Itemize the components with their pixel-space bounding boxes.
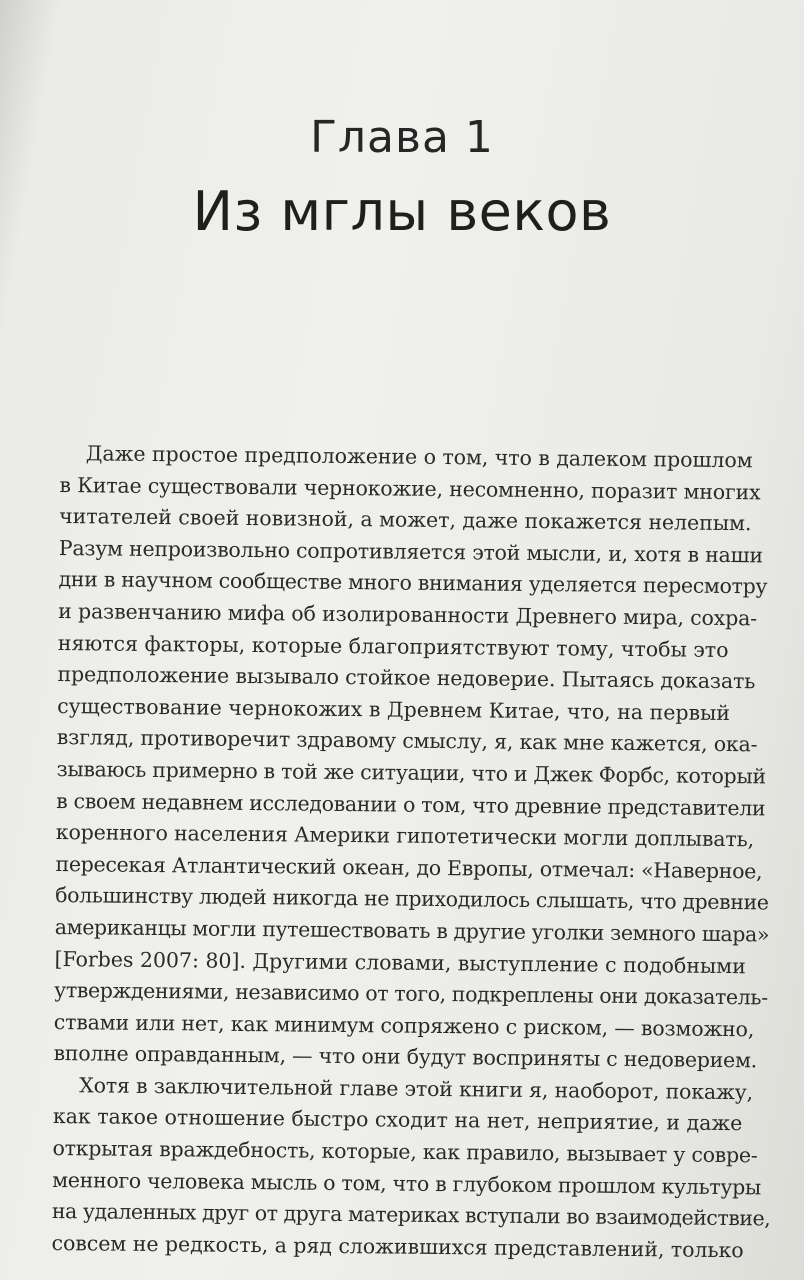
body-line: менного человека мысль о том, что в глубоком прошлом культуры	[52, 1167, 762, 1200]
body-line: Даже простое предположение о том, что в далеком прошлом	[85, 441, 753, 473]
body-line: большинству людей никогда не приходилось слышать, что древние	[55, 883, 769, 915]
chapter-title: Из мглы веков	[192, 180, 612, 243]
body-line: коренного населения Америки гипотетически могли доплывать,	[55, 820, 755, 852]
chapter-label: Глава 1	[310, 112, 494, 163]
body-line: вполне оправданным, — что они будут восприняты с недоверием.	[53, 1041, 758, 1073]
body-line: дни в научном сообществе много внимания уделяется пересмотру	[58, 567, 768, 599]
body-text	[51, 438, 771, 1267]
body-line: открытая враждебность, которые, как правило, вызывает у совре-	[52, 1136, 758, 1168]
body-line: на удаленных друг от друга материках вступали во взаимодействие,	[51, 1199, 771, 1231]
body-line: утверждениями, независимо от того, подкреплены они доказатель-	[54, 978, 768, 1010]
body-line: пересекая Атлантический океан, до Европы, отмечал: «Наверное,	[55, 851, 763, 884]
body-line: няются факторы, которые благоприятствуют тому, чтобы это	[57, 630, 729, 662]
body-line: существование чернокожих в Древнем Китае, что, на первый	[57, 693, 731, 725]
body-line: в Китае существовали чернокожие, несомненно, поразит многих	[59, 472, 761, 504]
body-line: и развенчанию мифа об изолированности Древнего мира, сохра-	[58, 598, 758, 631]
body-line: зываюсь примерно в той же ситуации, что и Джек Форбс, который	[56, 756, 766, 789]
body-line: [Forbes 2007: 80]. Другими словами, выступление с подобными	[54, 946, 746, 978]
body-line: совсем не редкость, а ряд сложившихся представлений, только	[51, 1230, 744, 1263]
body-line: Хотя в заключительной главе этой книги я, наоборот, покажу,	[79, 1073, 754, 1105]
body-line: Разум непроизвольно сопротивляется этой мысли, и, хотя в наши	[58, 535, 763, 568]
body-line: как такое отношение быстро сходит на нет, неприятие, и даже	[52, 1104, 743, 1136]
body-line: ствами или нет, как минимум сопряжено с риском, — возможно,	[53, 1009, 755, 1041]
body-line: американцы могли путешествовать в другие уголки земного шара»	[54, 914, 770, 947]
body-line: предположение вызывало стойкое недоверие. Пытаясь доказать	[57, 662, 756, 694]
body-line: в своем недавнем исследовании о том, что древние представители	[56, 788, 766, 820]
body-line: читателей своей новизной, а может, даже покажется нелепым.	[59, 504, 752, 536]
body-line: взгляд, противоречит здравому смыслу, я, как мне кажется, ока-	[56, 725, 758, 757]
